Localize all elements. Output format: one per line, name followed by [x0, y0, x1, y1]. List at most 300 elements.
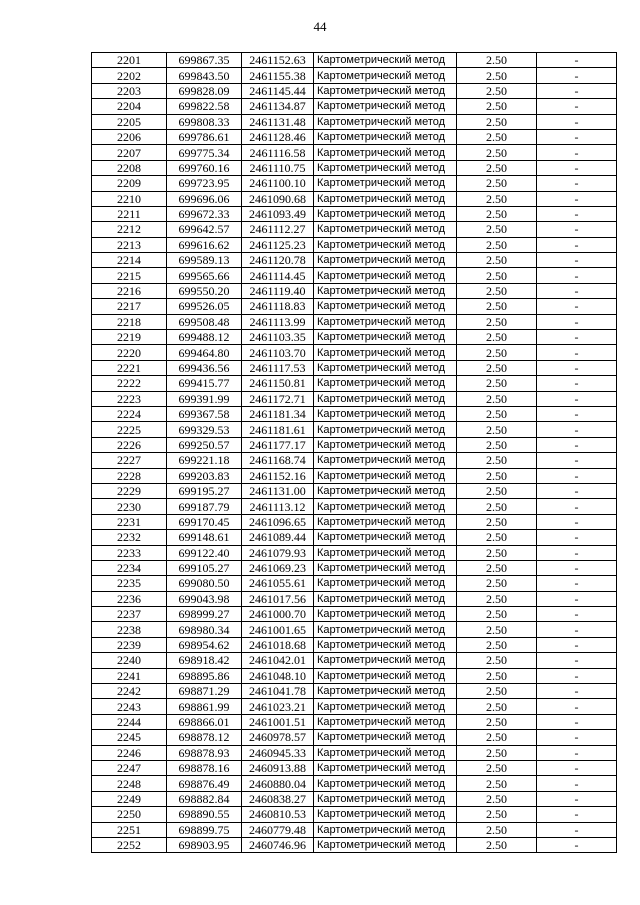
x-coordinate-cell: 698980.34: [167, 622, 242, 637]
description-cell: -: [537, 222, 617, 237]
accuracy-cell: 2.50: [457, 483, 537, 498]
table-row: [92, 730, 617, 745]
method-cell: Картометрический метод: [314, 53, 457, 68]
accuracy-cell: 2.50: [457, 191, 537, 206]
method-cell: Картометрический метод: [314, 222, 457, 237]
table-row: [92, 437, 617, 452]
x-coordinate-cell: 698861.99: [167, 699, 242, 714]
accuracy-cell: 2.50: [457, 437, 537, 452]
point-number-cell: 2233: [92, 545, 167, 560]
point-number-cell: 2234: [92, 560, 167, 575]
table-row: [92, 745, 617, 760]
point-number-cell: 2248: [92, 776, 167, 791]
y-coordinate-cell: 2461155.38: [242, 68, 314, 83]
table-row: [92, 114, 617, 129]
method-cell: Картометрический метод: [314, 822, 457, 837]
x-coordinate-cell: 698999.27: [167, 607, 242, 622]
y-coordinate-cell: 2461103.35: [242, 330, 314, 345]
accuracy-cell: 2.50: [457, 222, 537, 237]
y-coordinate-cell: 2461023.21: [242, 699, 314, 714]
accuracy-cell: 2.50: [457, 776, 537, 791]
table-row: [92, 714, 617, 729]
table-row: [92, 684, 617, 699]
point-number-cell: 2202: [92, 68, 167, 83]
description-cell: -: [537, 299, 617, 314]
x-coordinate-cell: 698878.16: [167, 760, 242, 775]
point-number-cell: 2246: [92, 745, 167, 760]
y-coordinate-cell: 2461113.99: [242, 314, 314, 329]
x-coordinate-cell: 699843.50: [167, 68, 242, 83]
accuracy-cell: 2.50: [457, 530, 537, 545]
x-coordinate-cell: 699250.57: [167, 437, 242, 452]
x-coordinate-cell: 699436.56: [167, 360, 242, 375]
method-cell: Картометрический метод: [314, 591, 457, 606]
method-cell: Картометрический метод: [314, 684, 457, 699]
description-cell: -: [537, 253, 617, 268]
method-cell: Картометрический метод: [314, 453, 457, 468]
accuracy-cell: 2.50: [457, 576, 537, 591]
x-coordinate-cell: 699672.33: [167, 206, 242, 221]
x-coordinate-cell: 699828.09: [167, 83, 242, 98]
table-row: [92, 53, 617, 68]
accuracy-cell: 2.50: [457, 422, 537, 437]
y-coordinate-cell: 2461128.46: [242, 129, 314, 144]
accuracy-cell: 2.50: [457, 145, 537, 160]
method-cell: Картометрический метод: [314, 237, 457, 252]
table-row: [92, 376, 617, 391]
y-coordinate-cell: 2461048.10: [242, 668, 314, 683]
point-number-cell: 2213: [92, 237, 167, 252]
method-cell: Картометрический метод: [314, 576, 457, 591]
description-cell: -: [537, 437, 617, 452]
y-coordinate-cell: 2461089.44: [242, 530, 314, 545]
x-coordinate-cell: 698878.12: [167, 730, 242, 745]
description-cell: -: [537, 68, 617, 83]
point-number-cell: 2226: [92, 437, 167, 452]
method-cell: Картометрический метод: [314, 668, 457, 683]
y-coordinate-cell: 2461172.71: [242, 391, 314, 406]
accuracy-cell: 2.50: [457, 560, 537, 575]
table-row: [92, 468, 617, 483]
point-number-cell: 2238: [92, 622, 167, 637]
point-number-cell: 2225: [92, 422, 167, 437]
method-cell: Картометрический метод: [314, 314, 457, 329]
table-row: [92, 791, 617, 806]
accuracy-cell: 2.50: [457, 99, 537, 114]
accuracy-cell: 2.50: [457, 622, 537, 637]
accuracy-cell: 2.50: [457, 299, 537, 314]
table-row: [92, 499, 617, 514]
point-number-cell: 2201: [92, 53, 167, 68]
point-number-cell: 2229: [92, 483, 167, 498]
point-number-cell: 2209: [92, 176, 167, 191]
point-number-cell: 2232: [92, 530, 167, 545]
description-cell: -: [537, 745, 617, 760]
y-coordinate-cell: 2461134.87: [242, 99, 314, 114]
point-number-cell: 2249: [92, 791, 167, 806]
description-cell: -: [537, 237, 617, 252]
x-coordinate-cell: 699122.40: [167, 545, 242, 560]
method-cell: Картометрический метод: [314, 176, 457, 191]
accuracy-cell: 2.50: [457, 607, 537, 622]
point-number-cell: 2216: [92, 283, 167, 298]
accuracy-cell: 2.50: [457, 83, 537, 98]
x-coordinate-cell: 699148.61: [167, 530, 242, 545]
coordinates-table: [91, 52, 617, 853]
y-coordinate-cell: 2461017.56: [242, 591, 314, 606]
table-row: [92, 145, 617, 160]
table-row: [92, 160, 617, 175]
method-cell: Картометрический метод: [314, 391, 457, 406]
method-cell: Картометрический метод: [314, 406, 457, 421]
table-row: [92, 360, 617, 375]
accuracy-cell: 2.50: [457, 637, 537, 652]
table-row: [92, 268, 617, 283]
x-coordinate-cell: 699822.58: [167, 99, 242, 114]
point-number-cell: 2235: [92, 576, 167, 591]
description-cell: -: [537, 283, 617, 298]
x-coordinate-cell: 698899.75: [167, 822, 242, 837]
method-cell: Картометрический метод: [314, 268, 457, 283]
table-row: [92, 807, 617, 822]
y-coordinate-cell: 2461100.10: [242, 176, 314, 191]
description-cell: -: [537, 330, 617, 345]
table-row: [92, 668, 617, 683]
y-coordinate-cell: 2461042.01: [242, 653, 314, 668]
description-cell: -: [537, 422, 617, 437]
x-coordinate-cell: 699723.95: [167, 176, 242, 191]
y-coordinate-cell: 2461041.78: [242, 684, 314, 699]
description-cell: -: [537, 822, 617, 837]
method-cell: Картометрический метод: [314, 807, 457, 822]
y-coordinate-cell: 2461131.00: [242, 483, 314, 498]
point-number-cell: 2222: [92, 376, 167, 391]
y-coordinate-cell: 2461112.27: [242, 222, 314, 237]
x-coordinate-cell: 698890.55: [167, 807, 242, 822]
accuracy-cell: 2.50: [457, 283, 537, 298]
y-coordinate-cell: 2460746.96: [242, 837, 314, 852]
method-cell: Картометрический метод: [314, 376, 457, 391]
method-cell: Картометрический метод: [314, 83, 457, 98]
table-row: [92, 99, 617, 114]
accuracy-cell: 2.50: [457, 699, 537, 714]
description-cell: -: [537, 791, 617, 806]
accuracy-cell: 2.50: [457, 129, 537, 144]
table-row: [92, 837, 617, 852]
description-cell: -: [537, 545, 617, 560]
table-row: [92, 530, 617, 545]
x-coordinate-cell: 699170.45: [167, 514, 242, 529]
point-number-cell: 2236: [92, 591, 167, 606]
accuracy-cell: 2.50: [457, 514, 537, 529]
x-coordinate-cell: 699203.83: [167, 468, 242, 483]
point-number-cell: 2247: [92, 760, 167, 775]
method-cell: Картометрический метод: [314, 776, 457, 791]
x-coordinate-cell: 699642.57: [167, 222, 242, 237]
description-cell: -: [537, 53, 617, 68]
method-cell: Картометрический метод: [314, 483, 457, 498]
y-coordinate-cell: 2461116.58: [242, 145, 314, 160]
description-cell: -: [537, 99, 617, 114]
point-number-cell: 2217: [92, 299, 167, 314]
method-cell: Картометрический метод: [314, 68, 457, 83]
point-number-cell: 2241: [92, 668, 167, 683]
x-coordinate-cell: 699550.20: [167, 283, 242, 298]
method-cell: Картометрический метод: [314, 145, 457, 160]
x-coordinate-cell: 698876.49: [167, 776, 242, 791]
y-coordinate-cell: 2461152.16: [242, 468, 314, 483]
description-cell: -: [537, 499, 617, 514]
y-coordinate-cell: 2461119.40: [242, 283, 314, 298]
point-number-cell: 2212: [92, 222, 167, 237]
accuracy-cell: 2.50: [457, 760, 537, 775]
table-row: [92, 591, 617, 606]
accuracy-cell: 2.50: [457, 206, 537, 221]
x-coordinate-cell: 698871.29: [167, 684, 242, 699]
table-row: [92, 237, 617, 252]
table-row: [92, 68, 617, 83]
y-coordinate-cell: 2461117.53: [242, 360, 314, 375]
x-coordinate-cell: 699415.77: [167, 376, 242, 391]
description-cell: -: [537, 668, 617, 683]
point-number-cell: 2221: [92, 360, 167, 375]
point-number-cell: 2206: [92, 129, 167, 144]
method-cell: Картометрический метод: [314, 253, 457, 268]
x-coordinate-cell: 699565.66: [167, 268, 242, 283]
accuracy-cell: 2.50: [457, 545, 537, 560]
y-coordinate-cell: 2461181.61: [242, 422, 314, 437]
accuracy-cell: 2.50: [457, 730, 537, 745]
y-coordinate-cell: 2461118.83: [242, 299, 314, 314]
point-number-cell: 2211: [92, 206, 167, 221]
point-number-cell: 2243: [92, 699, 167, 714]
accuracy-cell: 2.50: [457, 68, 537, 83]
x-coordinate-cell: 699488.12: [167, 330, 242, 345]
y-coordinate-cell: 2461093.49: [242, 206, 314, 221]
x-coordinate-cell: 699786.61: [167, 129, 242, 144]
table-row: [92, 406, 617, 421]
method-cell: Картометрический метод: [314, 468, 457, 483]
method-cell: Картометрический метод: [314, 653, 457, 668]
method-cell: Картометрический метод: [314, 637, 457, 652]
x-coordinate-cell: 699808.33: [167, 114, 242, 129]
method-cell: Картометрический метод: [314, 422, 457, 437]
description-cell: -: [537, 530, 617, 545]
description-cell: -: [537, 807, 617, 822]
table-row: [92, 391, 617, 406]
table-row: [92, 206, 617, 221]
method-cell: Картометрический метод: [314, 607, 457, 622]
description-cell: -: [537, 376, 617, 391]
method-cell: Картометрический метод: [314, 499, 457, 514]
description-cell: -: [537, 637, 617, 652]
accuracy-cell: 2.50: [457, 591, 537, 606]
description-cell: -: [537, 653, 617, 668]
method-cell: Картометрический метод: [314, 714, 457, 729]
method-cell: Картометрический метод: [314, 837, 457, 852]
table-row: [92, 330, 617, 345]
table-row: [92, 222, 617, 237]
accuracy-cell: 2.50: [457, 360, 537, 375]
x-coordinate-cell: 698878.93: [167, 745, 242, 760]
accuracy-cell: 2.50: [457, 176, 537, 191]
table-row: [92, 514, 617, 529]
accuracy-cell: 2.50: [457, 114, 537, 129]
x-coordinate-cell: 699464.80: [167, 345, 242, 360]
accuracy-cell: 2.50: [457, 837, 537, 852]
method-cell: Картометрический метод: [314, 330, 457, 345]
method-cell: Картометрический метод: [314, 191, 457, 206]
description-cell: -: [537, 360, 617, 375]
table-row: [92, 283, 617, 298]
x-coordinate-cell: 699616.62: [167, 237, 242, 252]
point-number-cell: 2237: [92, 607, 167, 622]
table-row: [92, 760, 617, 775]
point-number-cell: 2210: [92, 191, 167, 206]
y-coordinate-cell: 2461131.48: [242, 114, 314, 129]
x-coordinate-cell: 699367.58: [167, 406, 242, 421]
y-coordinate-cell: 2460945.33: [242, 745, 314, 760]
table-row: [92, 191, 617, 206]
table-row: [92, 129, 617, 144]
x-coordinate-cell: 699760.16: [167, 160, 242, 175]
description-cell: -: [537, 514, 617, 529]
point-number-cell: 2204: [92, 99, 167, 114]
accuracy-cell: 2.50: [457, 391, 537, 406]
description-cell: -: [537, 607, 617, 622]
accuracy-cell: 2.50: [457, 237, 537, 252]
description-cell: -: [537, 345, 617, 360]
y-coordinate-cell: 2461181.34: [242, 406, 314, 421]
x-coordinate-cell: 699775.34: [167, 145, 242, 160]
point-number-cell: 2215: [92, 268, 167, 283]
point-number-cell: 2231: [92, 514, 167, 529]
method-cell: Картометрический метод: [314, 160, 457, 175]
point-number-cell: 2214: [92, 253, 167, 268]
method-cell: Картометрический метод: [314, 745, 457, 760]
description-cell: -: [537, 760, 617, 775]
description-cell: -: [537, 714, 617, 729]
description-cell: -: [537, 576, 617, 591]
method-cell: Картометрический метод: [314, 99, 457, 114]
method-cell: Картометрический метод: [314, 206, 457, 221]
table-row: [92, 776, 617, 791]
table-row: [92, 299, 617, 314]
accuracy-cell: 2.50: [457, 268, 537, 283]
description-cell: -: [537, 837, 617, 852]
description-cell: -: [537, 191, 617, 206]
y-coordinate-cell: 2461103.70: [242, 345, 314, 360]
accuracy-cell: 2.50: [457, 668, 537, 683]
accuracy-cell: 2.50: [457, 345, 537, 360]
point-number-cell: 2230: [92, 499, 167, 514]
point-number-cell: 2240: [92, 653, 167, 668]
description-cell: -: [537, 145, 617, 160]
method-cell: Картометрический метод: [314, 622, 457, 637]
accuracy-cell: 2.50: [457, 745, 537, 760]
description-cell: -: [537, 483, 617, 498]
table-row: [92, 699, 617, 714]
accuracy-cell: 2.50: [457, 714, 537, 729]
method-cell: Картометрический метод: [314, 437, 457, 452]
x-coordinate-cell: 699696.06: [167, 191, 242, 206]
y-coordinate-cell: 2461168.74: [242, 453, 314, 468]
y-coordinate-cell: 2461152.63: [242, 53, 314, 68]
point-number-cell: 2205: [92, 114, 167, 129]
y-coordinate-cell: 2461018.68: [242, 637, 314, 652]
accuracy-cell: 2.50: [457, 822, 537, 837]
table-row: [92, 422, 617, 437]
x-coordinate-cell: 699221.18: [167, 453, 242, 468]
x-coordinate-cell: 698954.62: [167, 637, 242, 652]
accuracy-cell: 2.50: [457, 653, 537, 668]
y-coordinate-cell: 2461114.45: [242, 268, 314, 283]
description-cell: -: [537, 314, 617, 329]
point-number-cell: 2242: [92, 684, 167, 699]
page-number: 44: [313, 19, 327, 34]
point-number-cell: 2252: [92, 837, 167, 852]
description-cell: -: [537, 622, 617, 637]
point-number-cell: 2208: [92, 160, 167, 175]
accuracy-cell: 2.50: [457, 253, 537, 268]
method-cell: Картометрический метод: [314, 791, 457, 806]
method-cell: Картометрический метод: [314, 360, 457, 375]
point-number-cell: 2227: [92, 453, 167, 468]
method-cell: Картометрический метод: [314, 114, 457, 129]
description-cell: -: [537, 684, 617, 699]
y-coordinate-cell: 2460779.48: [242, 822, 314, 837]
table-row: [92, 545, 617, 560]
y-coordinate-cell: 2460978.57: [242, 730, 314, 745]
x-coordinate-cell: 698882.84: [167, 791, 242, 806]
description-cell: -: [537, 468, 617, 483]
x-coordinate-cell: 699195.27: [167, 483, 242, 498]
point-number-cell: 2223: [92, 391, 167, 406]
accuracy-cell: 2.50: [457, 807, 537, 822]
accuracy-cell: 2.50: [457, 160, 537, 175]
accuracy-cell: 2.50: [457, 330, 537, 345]
description-cell: -: [537, 391, 617, 406]
table-row: [92, 453, 617, 468]
description-cell: -: [537, 560, 617, 575]
description-cell: -: [537, 114, 617, 129]
y-coordinate-cell: 2461000.70: [242, 607, 314, 622]
table-row: [92, 314, 617, 329]
method-cell: Картометрический метод: [314, 545, 457, 560]
description-cell: -: [537, 129, 617, 144]
y-coordinate-cell: 2461001.65: [242, 622, 314, 637]
point-number-cell: 2224: [92, 406, 167, 421]
y-coordinate-cell: 2460810.53: [242, 807, 314, 822]
accuracy-cell: 2.50: [457, 406, 537, 421]
x-coordinate-cell: 699589.13: [167, 253, 242, 268]
method-cell: Картометрический метод: [314, 345, 457, 360]
accuracy-cell: 2.50: [457, 791, 537, 806]
y-coordinate-cell: 2460880.04: [242, 776, 314, 791]
x-coordinate-cell: 699329.53: [167, 422, 242, 437]
method-cell: Картометрический метод: [314, 760, 457, 775]
point-number-cell: 2250: [92, 807, 167, 822]
method-cell: Картометрический метод: [314, 283, 457, 298]
method-cell: Картометрический метод: [314, 560, 457, 575]
y-coordinate-cell: 2461069.23: [242, 560, 314, 575]
y-coordinate-cell: 2461150.81: [242, 376, 314, 391]
point-number-cell: 2203: [92, 83, 167, 98]
point-number-cell: 2239: [92, 637, 167, 652]
x-coordinate-cell: 699867.35: [167, 53, 242, 68]
y-coordinate-cell: 2460913.88: [242, 760, 314, 775]
description-cell: -: [537, 206, 617, 221]
